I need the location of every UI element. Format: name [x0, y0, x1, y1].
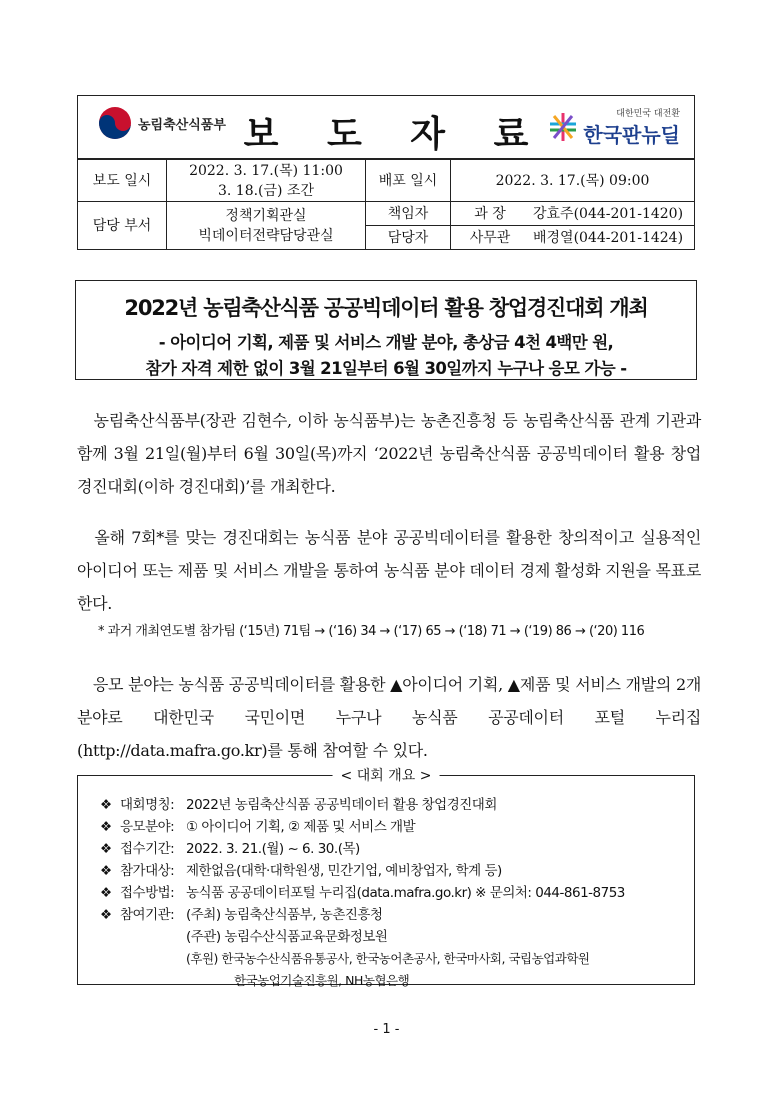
- dist-value: 2022. 3. 17.(목) 09:00: [451, 160, 695, 202]
- body-paragraph-2: 올해 7회*를 맞는 경진대회는 농식품 분야 공공빅데이터를 활용한 창의적이고 실용적인 아이디어 또는 제품 및 서비스 개발을 통하여 농식품 분야 데이터 경제 활성화 지원을 목표로 한다.: [77, 528, 701, 613]
- dept-label: 담당 부서: [78, 202, 167, 250]
- list-item: [100, 926, 625, 948]
- dist-label: 배포 일시: [366, 160, 451, 202]
- newdeal-slogan: 대한민국 대전환: [616, 109, 680, 119]
- dept-2: 빅데이터전략담당관실: [198, 227, 334, 244]
- release-label: 보도 일시: [78, 160, 167, 202]
- list-item: [100, 948, 625, 970]
- press-header: [77, 95, 695, 159]
- dept-1: 정책기획관실: [225, 207, 307, 224]
- page-title: 보 도 자 료: [243, 114, 547, 155]
- list-item: ❖ 접수기간: 2022. 3. 21.(월) ~ 6. 30.(목): [100, 841, 360, 857]
- contact-title: 사무관: [451, 226, 530, 250]
- release-value-1: 2022. 3. 17.(목) 11:00: [189, 162, 343, 179]
- footnote: * 과거 개최연도별 참가팀 (‘15년) 71팀 → (‘16) 34 → (‘17) 65 → (‘18) 71 → (‘19) 86 → (‘20) 116: [98, 624, 645, 639]
- body-paragraph-3: 응모 분야는 농식품 공공빅데이터를 활용한 ▲아이디어 기획, ▲제품 및 서비스 개발의 2개 분야로 대한민국 국민이면 누구나 농식품 공공데이터 포털 누리집(http://data.mafra.go.kr)를 통해 참여할 수 있다.: [77, 675, 701, 760]
- org-sponsor: (후원) 한국농수산식품유통공사, 한국농어촌공사, 한국마사회, 국립농업과학원: [186, 951, 590, 966]
- headline-sub-1: - 아이디어 기획, 제품 및 서비스 개발 분야, 총상금 4천 4백만 원,: [158, 333, 614, 352]
- newdeal-logo: [549, 106, 680, 148]
- overview-list: [100, 794, 625, 992]
- list-item: ❖ 접수방법: 농식품 공공데이터포털 누리집(data.mafra.go.kr) ※ 문의처: 044-861-8753: [100, 885, 625, 901]
- list-item: [100, 970, 625, 992]
- list-item: ❖ 참여기관: (주최) 농림축산식품부, 농촌진흥청: [100, 907, 383, 923]
- resp-name: 강효주(044-201-1420): [529, 202, 695, 226]
- org-sponsor-2: 한국농업기술진흥원, NH농협은행: [234, 973, 410, 988]
- release-value: [167, 160, 366, 202]
- list-item: ❖ 대회명칭: 2022년 농림축산식품 공공빅데이터 활용 창업경진대회: [100, 797, 497, 813]
- contact-name: 배경열(044-201-1424): [529, 226, 695, 250]
- list-item: ❖ 참가대상: 제한없음(대학·대학원생, 민간기업, 예비창업자, 학계 등): [100, 863, 502, 879]
- resp-label: 책임자: [366, 202, 451, 226]
- overview-caption: < 대회 개요 >: [333, 765, 440, 785]
- list-item: ❖ 응모분야: ① 아이디어 기획, ② 제품 및 서비스 개발: [100, 819, 416, 835]
- body-paragraph-1: 농림축산식품부(장관 김현수, 이하 농식품부)는 농촌진흥청 등 농림축산식품 관계 기관과 함께 3월 21일(월)부터 6월 30일(목)까지 ‘2022년 농림축산식품 공공빅데이터 활용 창업경진대회(이하 경진대회)’를 개최한다.: [77, 411, 701, 496]
- page-number: - 1 -: [373, 1022, 400, 1037]
- ministry-name: 농림축산식품부: [138, 117, 226, 133]
- release-info-table: [77, 159, 695, 250]
- dept-value: [167, 202, 366, 250]
- contact-label: 담당자: [366, 226, 451, 250]
- headline-box: [75, 280, 697, 380]
- resp-title: 과 장: [451, 202, 530, 226]
- newdeal-name: 한국판뉴딜: [583, 123, 680, 147]
- headline-title: 2022년 농림축산식품 공공빅데이터 활용 창업경진대회 개최: [124, 296, 648, 320]
- newdeal-icon: [549, 112, 577, 142]
- overview-box: [77, 768, 695, 988]
- org-host: (주관) 농림수산식품교육문화정보원: [186, 929, 388, 945]
- release-value-2: 3. 18.(금) 조간: [217, 182, 315, 199]
- headline-sub-2: 참가 자격 제한 없이 3월 21일부터 6월 30일까지 누구나 응모 가능 -: [145, 359, 627, 378]
